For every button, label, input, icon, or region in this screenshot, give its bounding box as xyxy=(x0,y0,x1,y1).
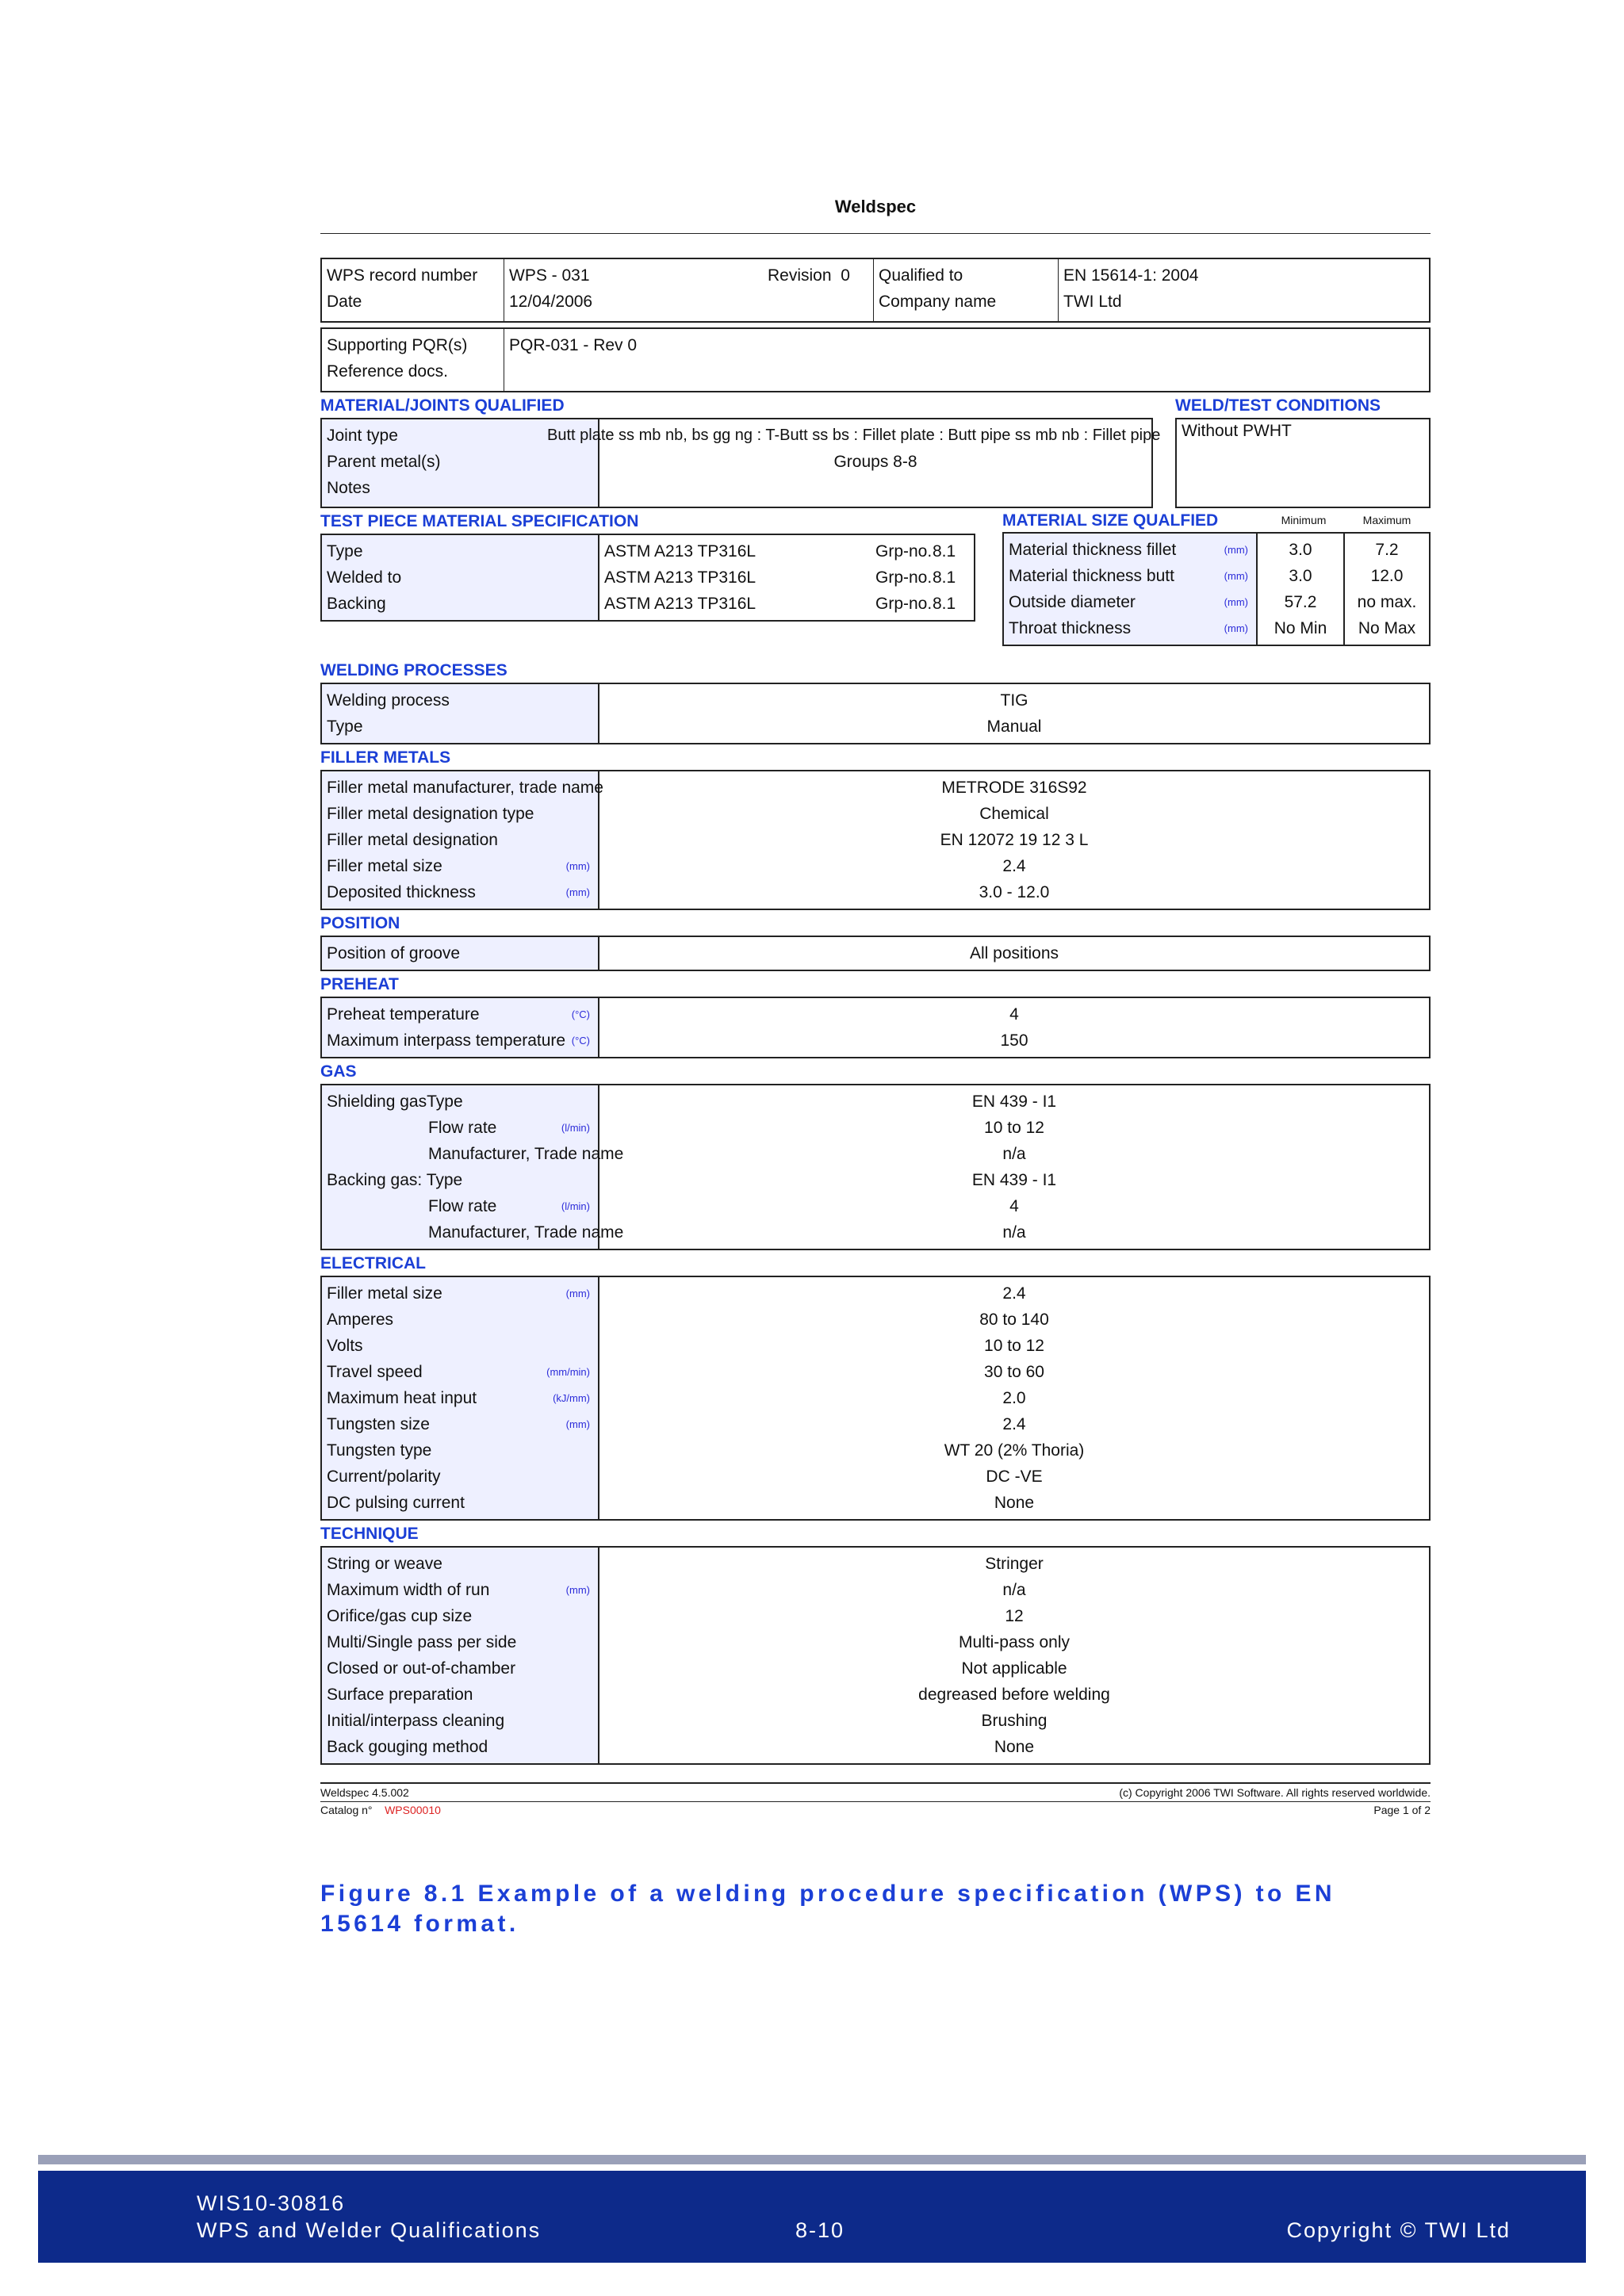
field-label: Position of groove xyxy=(327,944,461,962)
field-label-row xyxy=(327,1307,593,1333)
field-value: n/a xyxy=(1002,1581,1026,1599)
field-label-row xyxy=(327,1115,593,1141)
footer-document-code: WIS10-30816 xyxy=(197,2191,346,2215)
catalog-label: Catalog n° xyxy=(320,1804,373,1816)
field-value: DC -VE xyxy=(986,1468,1043,1486)
maximum-value: 7.2 xyxy=(1375,541,1399,559)
preheat-section xyxy=(320,973,1431,1058)
field-label-row xyxy=(327,1603,593,1629)
material-size-label-row xyxy=(1009,589,1251,615)
parent-metal-value: Groups 8-8 xyxy=(833,453,917,471)
field-value: 80 to 140 xyxy=(979,1311,1049,1329)
weld-test-value: Without PWHT xyxy=(1182,422,1292,440)
field-value: None xyxy=(994,1738,1035,1756)
field-value: None xyxy=(994,1494,1035,1512)
field-label-row xyxy=(327,1027,593,1054)
group-label: Grp-no. xyxy=(875,542,933,561)
field-label: String or weave xyxy=(327,1555,442,1573)
field-value: METRODE 316S92 xyxy=(941,779,1087,797)
electrical-section xyxy=(320,1252,1431,1521)
unit-label: (°C) xyxy=(571,1035,590,1047)
field-label: Orifice/gas cup size xyxy=(327,1607,473,1625)
gas-title: GAS xyxy=(320,1062,357,1081)
minimum-value: No Min xyxy=(1274,619,1327,637)
field-label: Multi/Single pass per side xyxy=(327,1633,517,1651)
date-value: 12/04/2006 xyxy=(509,293,593,311)
notes-label: Notes xyxy=(327,479,370,497)
field-label: Preheat temperature xyxy=(327,1005,480,1024)
wps-record-label: WPS record number xyxy=(327,266,478,285)
preheat-box xyxy=(320,997,1431,1058)
field-label: Filler metal size xyxy=(327,857,442,875)
field-value: 10 to 12 xyxy=(984,1119,1044,1137)
field-label-row xyxy=(327,879,593,905)
test-piece-row xyxy=(604,564,969,591)
filler-metals-box xyxy=(320,770,1431,910)
field-value: 10 to 12 xyxy=(984,1337,1044,1355)
wps-sections xyxy=(320,659,1431,1765)
section-values xyxy=(599,1548,1429,1763)
field-value: degreased before welding xyxy=(918,1686,1110,1704)
material-size-title: MATERIAL SIZE QUALFIED xyxy=(1002,511,1219,530)
test-piece-material: ASTM A213 TP316L xyxy=(604,595,756,613)
field-label: Shielding gasType xyxy=(327,1093,463,1111)
field-value: 2.4 xyxy=(1002,1284,1026,1303)
reference-docs-label: Reference docs. xyxy=(327,362,448,381)
section-values xyxy=(599,1085,1429,1249)
field-label: Maximum width of run xyxy=(327,1581,490,1599)
filler-metals-title: FILLER METALS xyxy=(320,748,451,767)
group-value: 8.1 xyxy=(933,568,956,587)
pqr-labels xyxy=(322,329,504,391)
section-values xyxy=(599,771,1429,909)
test-piece-values xyxy=(599,535,974,620)
unit-label: (l/min) xyxy=(561,1122,590,1134)
qualified-to-value: EN 15614-1: 2004 xyxy=(1063,266,1199,285)
field-label-row xyxy=(327,714,593,740)
field-value: Chemical xyxy=(979,805,1049,823)
section-values xyxy=(599,998,1429,1057)
company-label: Company name xyxy=(879,293,997,311)
pqr-label: Supporting PQR(s) xyxy=(327,336,468,354)
qualified-to-label: Qualified to xyxy=(879,266,963,285)
field-label: Tungsten type xyxy=(327,1441,432,1460)
field-label: Maximum interpass temperature xyxy=(327,1031,566,1050)
field-label-row xyxy=(327,1219,624,1246)
field-label-row xyxy=(327,853,593,879)
field-value: Brushing xyxy=(981,1712,1048,1730)
wps-header-block xyxy=(320,258,1431,323)
test-piece-label: Type xyxy=(327,542,363,561)
revision-value: 0 xyxy=(841,266,850,285)
field-label-row xyxy=(327,1167,593,1193)
welding-processes-section xyxy=(320,659,1431,744)
footer-page-number: 8-10 xyxy=(795,2218,845,2242)
field-label: Backing gas: Type xyxy=(327,1171,463,1189)
field-value: All positions xyxy=(969,944,1059,962)
section-values xyxy=(599,937,1429,970)
field-label: Maximum heat input xyxy=(327,1389,477,1407)
test-size-row xyxy=(320,508,1431,646)
material-size-label-row xyxy=(1009,563,1251,589)
joint-type-label: Joint type xyxy=(327,427,398,445)
test-piece-material: ASTM A213 TP316L xyxy=(604,542,756,561)
field-value: EN 439 - I1 xyxy=(971,1171,1057,1189)
test-piece-label: Backing xyxy=(327,595,386,613)
minimum-value: 3.0 xyxy=(1289,567,1312,585)
field-label-row xyxy=(327,1437,593,1464)
filler-metals-section xyxy=(320,746,1431,910)
unit-label: (mm/min) xyxy=(546,1366,590,1378)
material-size-label: Throat thickness xyxy=(1009,619,1132,637)
figure-caption: Figure 8.1 Example of a welding procedure specification (WPS) to EN 15614 format. xyxy=(320,1881,1335,1937)
field-value: Manual xyxy=(986,718,1042,736)
position-title: POSITION xyxy=(320,914,400,932)
field-value: 2.4 xyxy=(1002,1415,1026,1433)
field-label-row xyxy=(327,1464,593,1490)
section-values xyxy=(599,684,1429,743)
section-labels xyxy=(322,937,599,970)
field-value: 30 to 60 xyxy=(984,1363,1044,1381)
unit-label: (mm) xyxy=(565,1418,590,1430)
qualification-values xyxy=(1059,259,1429,321)
qualification-labels xyxy=(874,259,1059,321)
field-label: Volts xyxy=(327,1337,363,1355)
gas-box xyxy=(320,1084,1431,1250)
group-label: Grp-no. xyxy=(875,595,933,613)
group-value: 8.1 xyxy=(933,542,956,561)
field-label-row xyxy=(327,687,593,714)
position-box xyxy=(320,936,1431,971)
field-label-row xyxy=(327,1359,593,1385)
field-label-row xyxy=(327,1333,593,1359)
test-piece-labels xyxy=(322,535,599,620)
field-label: Closed or out-of-chamber xyxy=(327,1659,516,1678)
unit-label: (mm) xyxy=(565,1288,590,1299)
material-size-label-row xyxy=(1009,537,1251,563)
footer-divider xyxy=(38,2155,1586,2164)
technique-title: TECHNIQUE xyxy=(320,1525,419,1543)
field-value: Not applicable xyxy=(961,1659,1067,1678)
field-label: Filler metal size xyxy=(327,1284,442,1303)
field-value: Stringer xyxy=(985,1555,1044,1573)
minimum-header: Minimum xyxy=(1281,514,1327,526)
wps-header-values xyxy=(504,259,874,321)
section-labels xyxy=(322,1277,599,1519)
unit-label: (mm) xyxy=(1224,622,1248,634)
field-label: Manufacturer, Trade name xyxy=(428,1223,624,1242)
preheat-title: PREHEAT xyxy=(320,975,399,993)
field-label: Welding process xyxy=(327,691,450,710)
test-piece-title: TEST PIECE MATERIAL SPECIFICATION xyxy=(320,512,639,530)
material-joints-box xyxy=(320,418,1161,508)
joint-type-value: Butt plate ss mb nb, bs gg ng : T-Butt ss bs : Fillet plate : Butt pipe ss mb nb : Fillet pipe xyxy=(547,427,1161,444)
field-value: 2.4 xyxy=(1002,857,1026,875)
field-value: 3.0 - 12.0 xyxy=(979,883,1050,901)
material-size-label: Material thickness fillet xyxy=(1009,541,1177,559)
weld-test-title: WELD/TEST CONDITIONS xyxy=(1175,396,1381,415)
weld-test-values xyxy=(1177,419,1429,507)
field-label: Tungsten size xyxy=(327,1415,430,1433)
weld-test-section xyxy=(1175,392,1431,508)
field-value: EN 439 - I1 xyxy=(971,1093,1057,1111)
pqr-block xyxy=(320,327,1431,392)
field-label-row xyxy=(327,1490,593,1516)
software-version: Weldspec 4.5.002 xyxy=(320,1786,409,1799)
material-size-label: Material thickness butt xyxy=(1009,567,1174,585)
minimum-values xyxy=(1258,534,1345,645)
group-value: 8.1 xyxy=(933,595,956,613)
date-label: Date xyxy=(327,293,362,311)
test-piece-box xyxy=(320,534,975,622)
document-footer-line-2 xyxy=(320,1802,1431,1818)
field-label-row xyxy=(327,1089,593,1115)
test-piece-row xyxy=(604,591,969,617)
electrical-title: ELECTRICAL xyxy=(320,1254,426,1272)
field-label-row xyxy=(327,940,593,966)
footer-document-title: WPS and Welder Qualifications xyxy=(197,2218,542,2242)
field-label: Amperes xyxy=(327,1311,394,1329)
field-value: WT 20 (2% Thoria) xyxy=(944,1441,1085,1460)
technique-section xyxy=(320,1522,1431,1765)
field-label-row xyxy=(327,1280,593,1307)
field-value: Multi-pass only xyxy=(958,1633,1071,1651)
field-label: Manufacturer, Trade name xyxy=(428,1145,624,1163)
parent-metal-label: Parent metal(s) xyxy=(327,453,441,471)
material-size-label-row xyxy=(1009,615,1251,641)
field-value: n/a xyxy=(1002,1145,1026,1163)
test-piece-label: Welded to xyxy=(327,568,402,587)
page-footer xyxy=(38,2171,1586,2263)
unit-label: (mm) xyxy=(1224,596,1248,608)
field-value: 4 xyxy=(1009,1197,1019,1215)
field-label-row xyxy=(327,827,593,853)
group-label: Grp-no. xyxy=(875,568,933,587)
gas-section xyxy=(320,1060,1431,1250)
field-value: 4 xyxy=(1009,1005,1019,1024)
field-label-row xyxy=(327,1001,593,1027)
field-label-row xyxy=(327,1385,593,1411)
maximum-values xyxy=(1345,534,1429,645)
pqr-value: PQR-031 - Rev 0 xyxy=(509,336,638,354)
software-copyright: (c) Copyright 2006 TWI Software. All rights reserved worldwide. xyxy=(1119,1786,1431,1799)
field-label: Current/polarity xyxy=(327,1468,441,1486)
field-label-row xyxy=(327,1411,593,1437)
material-joints-section xyxy=(320,392,1161,508)
field-label-row xyxy=(327,775,603,801)
unit-label: (mm) xyxy=(565,1584,590,1596)
field-label: Filler metal designation xyxy=(327,831,498,849)
maximum-header: Maximum xyxy=(1362,514,1411,526)
section-values xyxy=(599,1277,1429,1519)
field-label: Type xyxy=(327,718,363,736)
wps-document xyxy=(320,182,1431,1818)
field-value: EN 12072 19 12 3 L xyxy=(940,831,1089,849)
maximum-value: no max. xyxy=(1357,593,1417,611)
material-weld-row xyxy=(320,392,1431,508)
test-piece-section xyxy=(320,508,975,646)
unit-label: (l/min) xyxy=(561,1200,590,1212)
section-labels xyxy=(322,1548,599,1763)
welding-processes-box xyxy=(320,683,1431,744)
unit-label: (mm) xyxy=(565,860,590,872)
field-label-row xyxy=(327,1193,593,1219)
footer-copyright: Copyright © TWI Ltd xyxy=(1286,2218,1511,2242)
document-footer-line-1 xyxy=(320,1785,1431,1800)
position-section xyxy=(320,912,1431,971)
document-title: Weldspec xyxy=(834,197,917,216)
material-size-box xyxy=(1002,532,1431,646)
catalog-value: WPS00010 xyxy=(385,1804,441,1816)
technique-box xyxy=(320,1546,1431,1765)
section-labels xyxy=(322,1085,624,1249)
material-size-section xyxy=(1002,508,1431,646)
material-joints-title: MATERIAL/JOINTS QUALIFIED xyxy=(320,396,565,415)
field-label-row xyxy=(327,1551,593,1577)
maximum-value: 12.0 xyxy=(1370,567,1404,585)
electrical-box xyxy=(320,1276,1431,1521)
material-joints-values xyxy=(547,419,1161,507)
field-label-row xyxy=(327,1655,593,1682)
field-value: 2.0 xyxy=(1002,1389,1026,1407)
field-label-row xyxy=(327,1629,593,1655)
field-value: 150 xyxy=(1000,1031,1028,1050)
minimum-value: 57.2 xyxy=(1284,593,1317,611)
test-piece-row xyxy=(604,538,969,564)
field-label-row xyxy=(327,1577,593,1603)
revision xyxy=(768,262,850,289)
unit-label: (°C) xyxy=(571,1008,590,1020)
unit-label: (kJ/mm) xyxy=(553,1392,590,1404)
wps-header-labels xyxy=(322,259,504,321)
title-rule xyxy=(320,233,1431,234)
field-label: Filler metal designation type xyxy=(327,805,534,823)
field-value: 12 xyxy=(1005,1607,1024,1625)
field-label-row xyxy=(327,1141,624,1167)
document-page-number: Page 1 of 2 xyxy=(1373,1804,1431,1816)
company-value: TWI Ltd xyxy=(1063,293,1122,311)
document-footer xyxy=(320,1782,1431,1802)
field-label-row xyxy=(327,1708,593,1734)
field-label-row xyxy=(327,1682,593,1708)
field-value: TIG xyxy=(1000,691,1028,710)
field-label: Filler metal manufacturer, trade name xyxy=(327,779,603,797)
material-size-label: Outside diameter xyxy=(1009,593,1136,611)
material-size-labels xyxy=(1004,534,1258,645)
test-piece-material: ASTM A213 TP316L xyxy=(604,568,756,587)
field-label-row xyxy=(327,1734,593,1760)
unit-label: (mm) xyxy=(1224,544,1248,556)
catalog xyxy=(320,1802,441,1818)
section-labels xyxy=(322,998,599,1057)
material-size-header xyxy=(1002,508,1431,532)
field-label: Flow rate xyxy=(428,1197,497,1215)
field-label: Surface preparation xyxy=(327,1686,473,1704)
section-labels xyxy=(322,684,599,743)
field-label: DC pulsing current xyxy=(327,1494,465,1512)
weld-test-box xyxy=(1175,418,1431,508)
field-label: Travel speed xyxy=(327,1363,423,1381)
maximum-value: No Max xyxy=(1358,619,1416,637)
field-label-row xyxy=(327,801,593,827)
field-label: Flow rate xyxy=(428,1119,497,1137)
field-label: Deposited thickness xyxy=(327,883,476,901)
wps-record-value: WPS - 031 xyxy=(509,266,590,285)
field-label: Back gouging method xyxy=(327,1738,488,1756)
minimum-value: 3.0 xyxy=(1289,541,1312,559)
unit-label: (mm) xyxy=(565,886,590,898)
pqr-values xyxy=(504,329,1429,391)
field-label: Initial/interpass cleaning xyxy=(327,1712,505,1730)
field-value: n/a xyxy=(1002,1223,1026,1242)
revision-label: Revision xyxy=(768,266,832,285)
unit-label: (mm) xyxy=(1224,570,1248,582)
section-labels xyxy=(322,771,603,909)
welding-processes-title: WELDING PROCESSES xyxy=(320,661,508,679)
